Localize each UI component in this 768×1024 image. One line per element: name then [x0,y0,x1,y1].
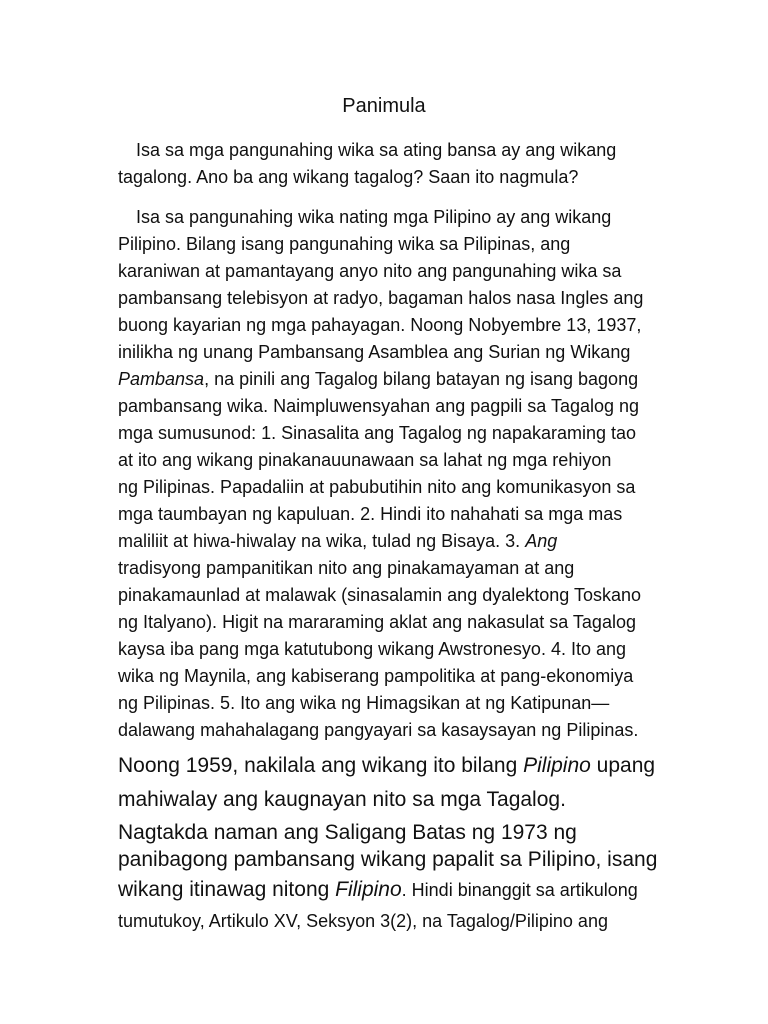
paragraph-2-line-25 [118,876,638,904]
paragraph-2-line-13 [118,529,557,553]
paragraph-2-line-7 [118,367,638,391]
line-25-text: wikang itinawag nitong [118,878,336,901]
paragraph-2-line-17: kaysa iba pang mga katutubong wikang Awstronesyo. 4. Ito ang [118,639,626,659]
paragraph-1-line-1: Isa sa mga pangunahing wika sa ating bansa ay ang wikang [136,140,617,160]
line-21-text: Noong 1959, nakilala ang wikang ito bilang [118,754,524,777]
paragraph-2-line-9: mga sumusunod: 1. Sinasalita ang Tagalog ng napakaraming tao [118,423,637,443]
paragraph-2-line-19: ng Pilipinas. 5. Ito ang wika ng Himagsikan at ng Katipunan— [118,693,610,713]
paragraph-2-line-5: buong kayarian ng mga pahayagan. Noong Nobyembre 13, 1937, [118,315,642,335]
line-7-rest: , na pinili ang Tagalog bilang batayan ng isang bagong [204,369,639,389]
paragraph-2-line-23: Nagtakda naman ang Saligang Batas ng 1973 ng [118,821,577,844]
paragraph-2-line-12: mga taumbayan ng kapuluan. 2. Hindi ito nahahati sa mga mas [118,504,623,524]
paragraph-2-line-21 [118,752,655,780]
paragraph-2-line-11: ng Pilipinas. Papadaliin at pabubutihin nito ang komunikasyon sa [118,477,636,497]
paragraph-2-line-1: Isa sa pangunahing wika nating mga Pilipino ay ang wikang [136,207,612,227]
paragraph-2-line-16: ng Italyano). Higit na mararaming aklat ang nakasulat sa Tagalog [118,612,636,632]
paragraph-2-line-18: wika ng Maynila, ang kabiserang pampolitika at pang-ekonomiya [118,666,634,686]
italic-term-ang: Ang [525,531,558,551]
line-21-rest: upang [590,754,656,777]
italic-term-pilipino: Pilipino [523,754,591,777]
page-title: Panimula [342,95,426,117]
line-13-text: maliliit at hiwa-hiwalay na wika, tulad ng Bisaya. 3. [118,531,526,551]
paragraph-2-line-6: inilikha ng unang Pambansang Asamblea ang Surian ng Wikang [118,342,631,362]
paragraph-2-line-22: mahiwalay ang kaugnayan nito sa mga Tagalog. [118,788,566,811]
paragraph-2-line-24: panibagong pambansang wikang papalit sa Pilipino, isang [118,848,658,871]
paragraph-2-line-3: karaniwan at pamantayang anyo nito ang pangunahing wika sa [118,261,622,281]
paragraph-2-line-10: at ito ang wikang pinakanauunawaan sa lahat ng mga rehiyon [118,450,612,470]
paragraph-2-line-4: pambansang telebisyon at radyo, bagaman halos nasa Ingles ang [118,288,644,308]
paragraph-1-line-2: tagalong. Ano ba ang wikang tagalog? Saan ito nagmula? [118,167,579,187]
paragraph-2-line-26: tumutukoy, Artikulo XV, Seksyon 3(2), na Tagalog/Pilipino ang [118,911,608,931]
italic-term-pambansa: Pambansa [118,369,205,389]
paragraph-2-line-8: pambansang wika. Naimpluwensyahan ang pagpili sa Tagalog ng [118,396,640,416]
paragraph-2-line-2: Pilipino. Bilang isang pangunahing wika sa Pilipinas, ang [118,234,571,254]
paragraph-2-line-14: tradisyong pampanitikan nito ang pinakamayaman at ang [118,558,575,578]
italic-term-filipino: Filipino [335,878,402,901]
paragraph-2-line-15: pinakamaunlad at malawak (sinasalamin ang dyalektong Toskano [118,585,641,605]
paragraph-2-line-20: dalawang mahahalagang pangyayari sa kasaysayan ng Pilipinas. [118,720,639,740]
line-25-rest: . Hindi binanggit sa artikulong [401,880,638,900]
